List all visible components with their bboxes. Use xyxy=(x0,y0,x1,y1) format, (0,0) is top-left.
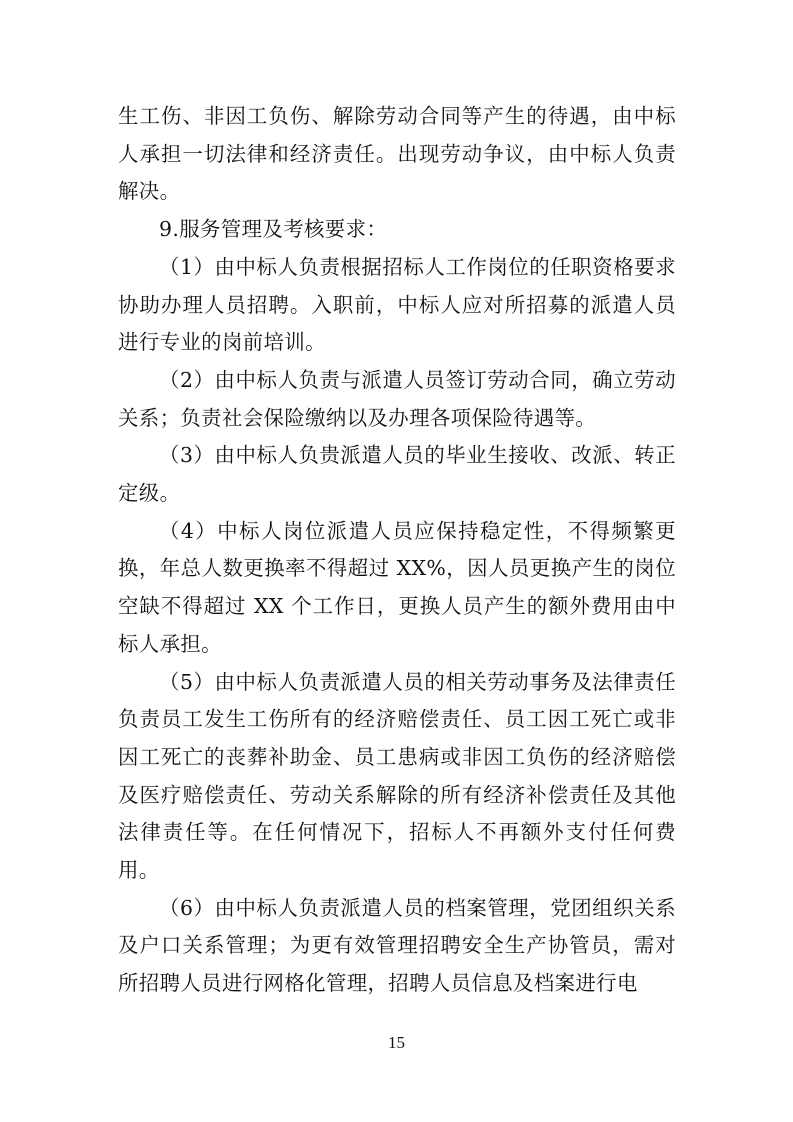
page-number: 15 xyxy=(388,1033,405,1052)
section-heading-9: 9.服务管理及考核要求： xyxy=(159,217,388,242)
paragraph-item-2: （2）由中标人负责与派遣人员签订劳动合同，确立劳动关系；负责社会保险缴纳以及办理各项保险待遇等。 xyxy=(118,367,676,430)
paragraph-item-3: （3）由中标人负贵派遣人员的毕业生接收、改派、转正定级。 xyxy=(118,443,676,506)
paragraph-item-5: （5）由中标人负责派遣人员的相关劳动事务及法律责任负责员工发生工伤所有的经济赔偿责任、员工因工死亡或非因工死亡的丧葬补助金、员工患病或非因工负伤的经济赔偿及医疗赔偿责任、劳动关系解除的所有经济补偿责任及其他法律责任等。在任何情况下，招标人不再额外支付任何费用。 xyxy=(118,669,676,883)
paragraph-item-6: （6）由中标人负责派遣人员的档案管理，党团组织关系及户口关系管理；为更有效管理招聘安全生产协管员，需对所招聘人员进行网格化管理，招聘人员信息及档案进行电 xyxy=(118,895,676,996)
paragraph-item-1: （1）由中标人负责根据招标人工作岗位的任职资格要求协助办理人员招聘。入职前，中标人应对所招募的派遣人员进行专业的岗前培训。 xyxy=(118,254,676,355)
body-text xyxy=(118,98,676,1003)
paragraph-continuation: 生工伤、非因工负伤、解除劳动合同等产生的待遇，由中标人承担一切法律和经济责任。出现劳动争议，由中标人负责解决。 xyxy=(118,104,676,204)
paragraph-item-4: （4）中标人岗位派遣人员应保持稳定性，不得频繁更换，年总人数更换率不得超过 XX%，因人员更换产生的岗位空缺不得超过 XX 个工作日，更换人员产生的额外费用由中标人承担。 xyxy=(118,518,676,656)
